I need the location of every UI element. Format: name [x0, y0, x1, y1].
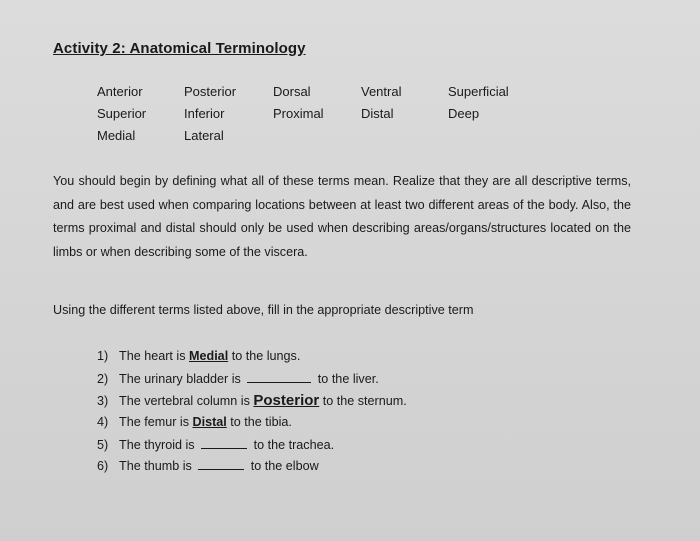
- answer-medial: Medial: [189, 349, 229, 363]
- page-title: Activity 2: Anatomical Terminology: [53, 40, 306, 57]
- question-text-end: to the sternum.: [319, 394, 407, 408]
- question-4: [97, 415, 292, 429]
- answer-distal: Distal: [192, 415, 227, 429]
- term-distal: Distal: [361, 106, 394, 121]
- question-number: 4): [97, 415, 109, 429]
- question-text-end: to the trachea.: [250, 438, 335, 452]
- question-text: The vertebral column is: [119, 394, 254, 408]
- question-number: 3): [97, 394, 109, 408]
- question-text-end: to the tibia.: [226, 415, 292, 429]
- term-ventral: Ventral: [361, 84, 402, 99]
- term-medial: Medial: [97, 128, 136, 143]
- question-1: [97, 349, 300, 363]
- term-inferior: Inferior: [184, 106, 225, 121]
- question-2: [97, 371, 379, 386]
- question-number: 6): [97, 459, 109, 473]
- answer-blank[interactable]: [201, 437, 247, 449]
- term-superficial: Superficial: [448, 84, 509, 99]
- question-text-end: to the liver.: [314, 372, 379, 386]
- term-lateral: Lateral: [184, 128, 224, 143]
- question-number: 5): [97, 438, 109, 452]
- question-text: The femur is: [119, 415, 193, 429]
- fill-in-instruction: Using the different terms listed above, fill in the appropriate descriptive term: [53, 303, 474, 317]
- answer-posterior: Posterior: [253, 392, 320, 409]
- answer-blank[interactable]: [247, 371, 311, 383]
- question-text: The urinary bladder is: [119, 372, 245, 386]
- question-text: The thyroid is: [119, 438, 199, 452]
- term-proximal: Proximal: [273, 106, 324, 121]
- question-text: The thumb is: [119, 459, 196, 473]
- answer-blank[interactable]: [198, 458, 244, 470]
- term-superior: Superior: [97, 106, 147, 121]
- question-3: [97, 392, 407, 409]
- question-6: [97, 458, 319, 473]
- question-text: The heart is: [119, 349, 189, 363]
- question-text-end: to the lungs.: [228, 349, 301, 363]
- question-number: 2): [97, 372, 109, 386]
- term-dorsal: Dorsal: [273, 84, 311, 99]
- question-5: [97, 437, 334, 452]
- term-anterior: Anterior: [97, 84, 143, 99]
- term-deep: Deep: [448, 106, 480, 121]
- instructions-paragraph: You should begin by defining what all of these terms mean. Realize that they are all descriptive terms, and are best used when comparing locations between at least two different areas of the body. Also, the terms proximal and distal should only be used when describing areas/organs/structures located on the limbs or when describing some of the viscera.: [53, 174, 631, 259]
- term-posterior: Posterior: [184, 84, 237, 99]
- question-text-end: to the elbow: [247, 459, 319, 473]
- question-number: 1): [97, 349, 109, 363]
